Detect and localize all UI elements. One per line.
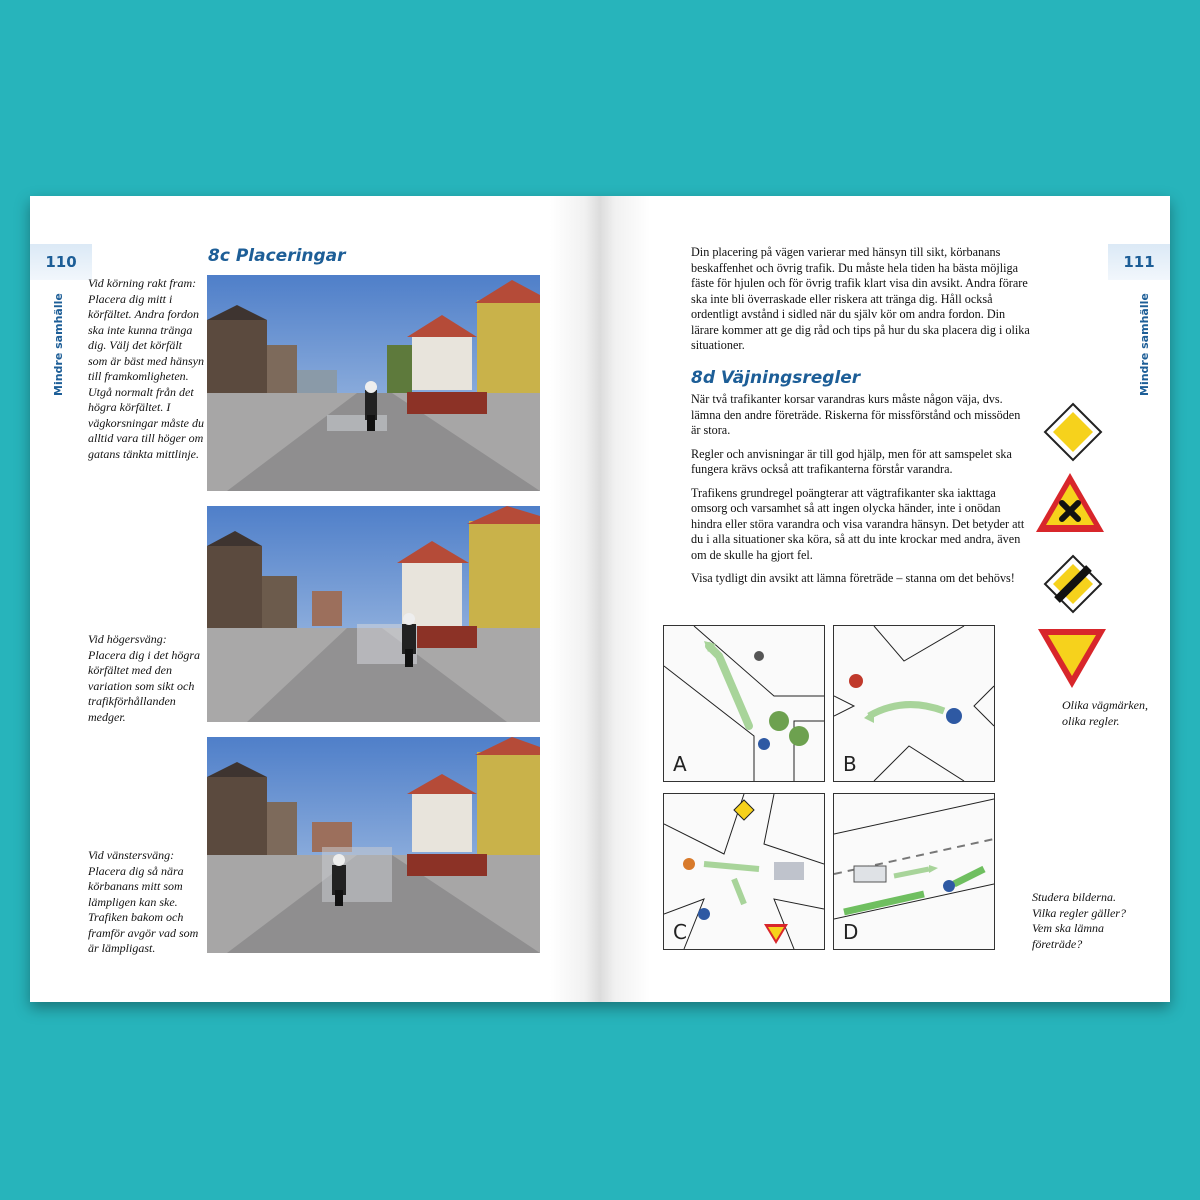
priority-road-sign-icon: [1043, 402, 1103, 462]
illustration-label: A: [673, 752, 687, 776]
rules-text: [691, 392, 1031, 595]
section-heading: 8d Väjningsregler: [691, 368, 861, 388]
paragraph: Visa tydligt din avsikt att lämna företräde – stanna om det behövs!: [691, 571, 1015, 585]
photo-left-turn: [207, 737, 540, 953]
section-label: Mindre samhälle: [52, 293, 65, 396]
crossroads-warning-sign-icon: [1033, 470, 1107, 536]
right-page: [600, 196, 1170, 1002]
photo-right-turn: [207, 506, 540, 722]
caption-straight: Vid körning rakt fram: Placera dig mitt i körfältet. Andra fordon ska inte kunna tränga dig. Välj det körfält som är bäst med hänsyn till framkomligheten. Utgå normalt från det högra körfältet. I vägkorsningar måste du alltid vara till höger om gatans tänkta mittlinje.: [88, 276, 204, 461]
illustration-a: [663, 625, 825, 782]
illustration-label: C: [673, 920, 687, 944]
intro-text: Din placering på vägen varierar med hänsyn till sikt, körbanans beskaffenhet och övrig trafik. Du måste hela tiden ha bästa möjliga fäste för hjulen och för övrig trafik klart visa din avsikt. Andra förare ska inte bli överraskade eller riskera att tränga dig. Håll också ordentligt avstånd i sidled när du själv kör om andra fordon. Din lärare kommer att ge dig råd och tips på hur du ska placera dig i olika situationer.: [691, 245, 1030, 352]
page-number: 110: [30, 244, 92, 280]
page-number: 111: [1108, 244, 1170, 280]
section-heading: 8c Placeringar: [208, 246, 346, 266]
illustration-c: [663, 793, 825, 950]
end-of-priority-road-sign-icon: [1043, 554, 1103, 614]
paragraph: När två trafikanter korsar varandras kurs måste någon väja, dvs. lämna den andre företräde. Riskerna för missförstånd och missöden är stora.: [691, 392, 1021, 437]
left-page: [30, 196, 600, 1002]
photo-straight: [207, 275, 540, 491]
caption-right-turn: Vid högersväng: Placera dig i det högra körfältet med den variation som sikt och trafikförhållanden medger.: [88, 632, 200, 724]
caption-left-turn: Vid vänstersväng: Placera dig så nära körbanans mitt som lämpligen kan ske. Trafiken bakom och framför avgör vad som är lämpligast.: [88, 848, 199, 955]
book-spread: [30, 196, 1170, 1002]
section-label: Mindre samhälle: [1138, 293, 1151, 396]
paragraph: Trafikens grundregel poängterar att vägtrafikanter ska iakttaga omsorg och varsamhet så att ingen olycka händer, inte i onödan hindra eller störa varandra och visa varandra hänsyn. Det betyder att du i alla situationer ska köra, så att du inte krockar med andra, även om de skulle ha gjort fel.: [691, 485, 1025, 562]
paragraph: Regler och anvisningar är till god hjälp, men för att samspelet ska fungera krävs också att trafikanterna förstår varandra.: [691, 446, 1012, 476]
illustration-label: D: [843, 920, 859, 944]
illustration-b: [833, 625, 995, 782]
illustration-d: [833, 793, 995, 950]
illustration-label: B: [843, 752, 857, 776]
intro-paragraph: [691, 245, 1031, 362]
illustrations-caption: Studera bilderna. Vilka regler gäller? Vem ska lämna företräde?: [1032, 890, 1126, 951]
yield-sign-icon: [1035, 626, 1109, 690]
signs-caption: Olika vägmärken, olika regler.: [1062, 698, 1148, 728]
